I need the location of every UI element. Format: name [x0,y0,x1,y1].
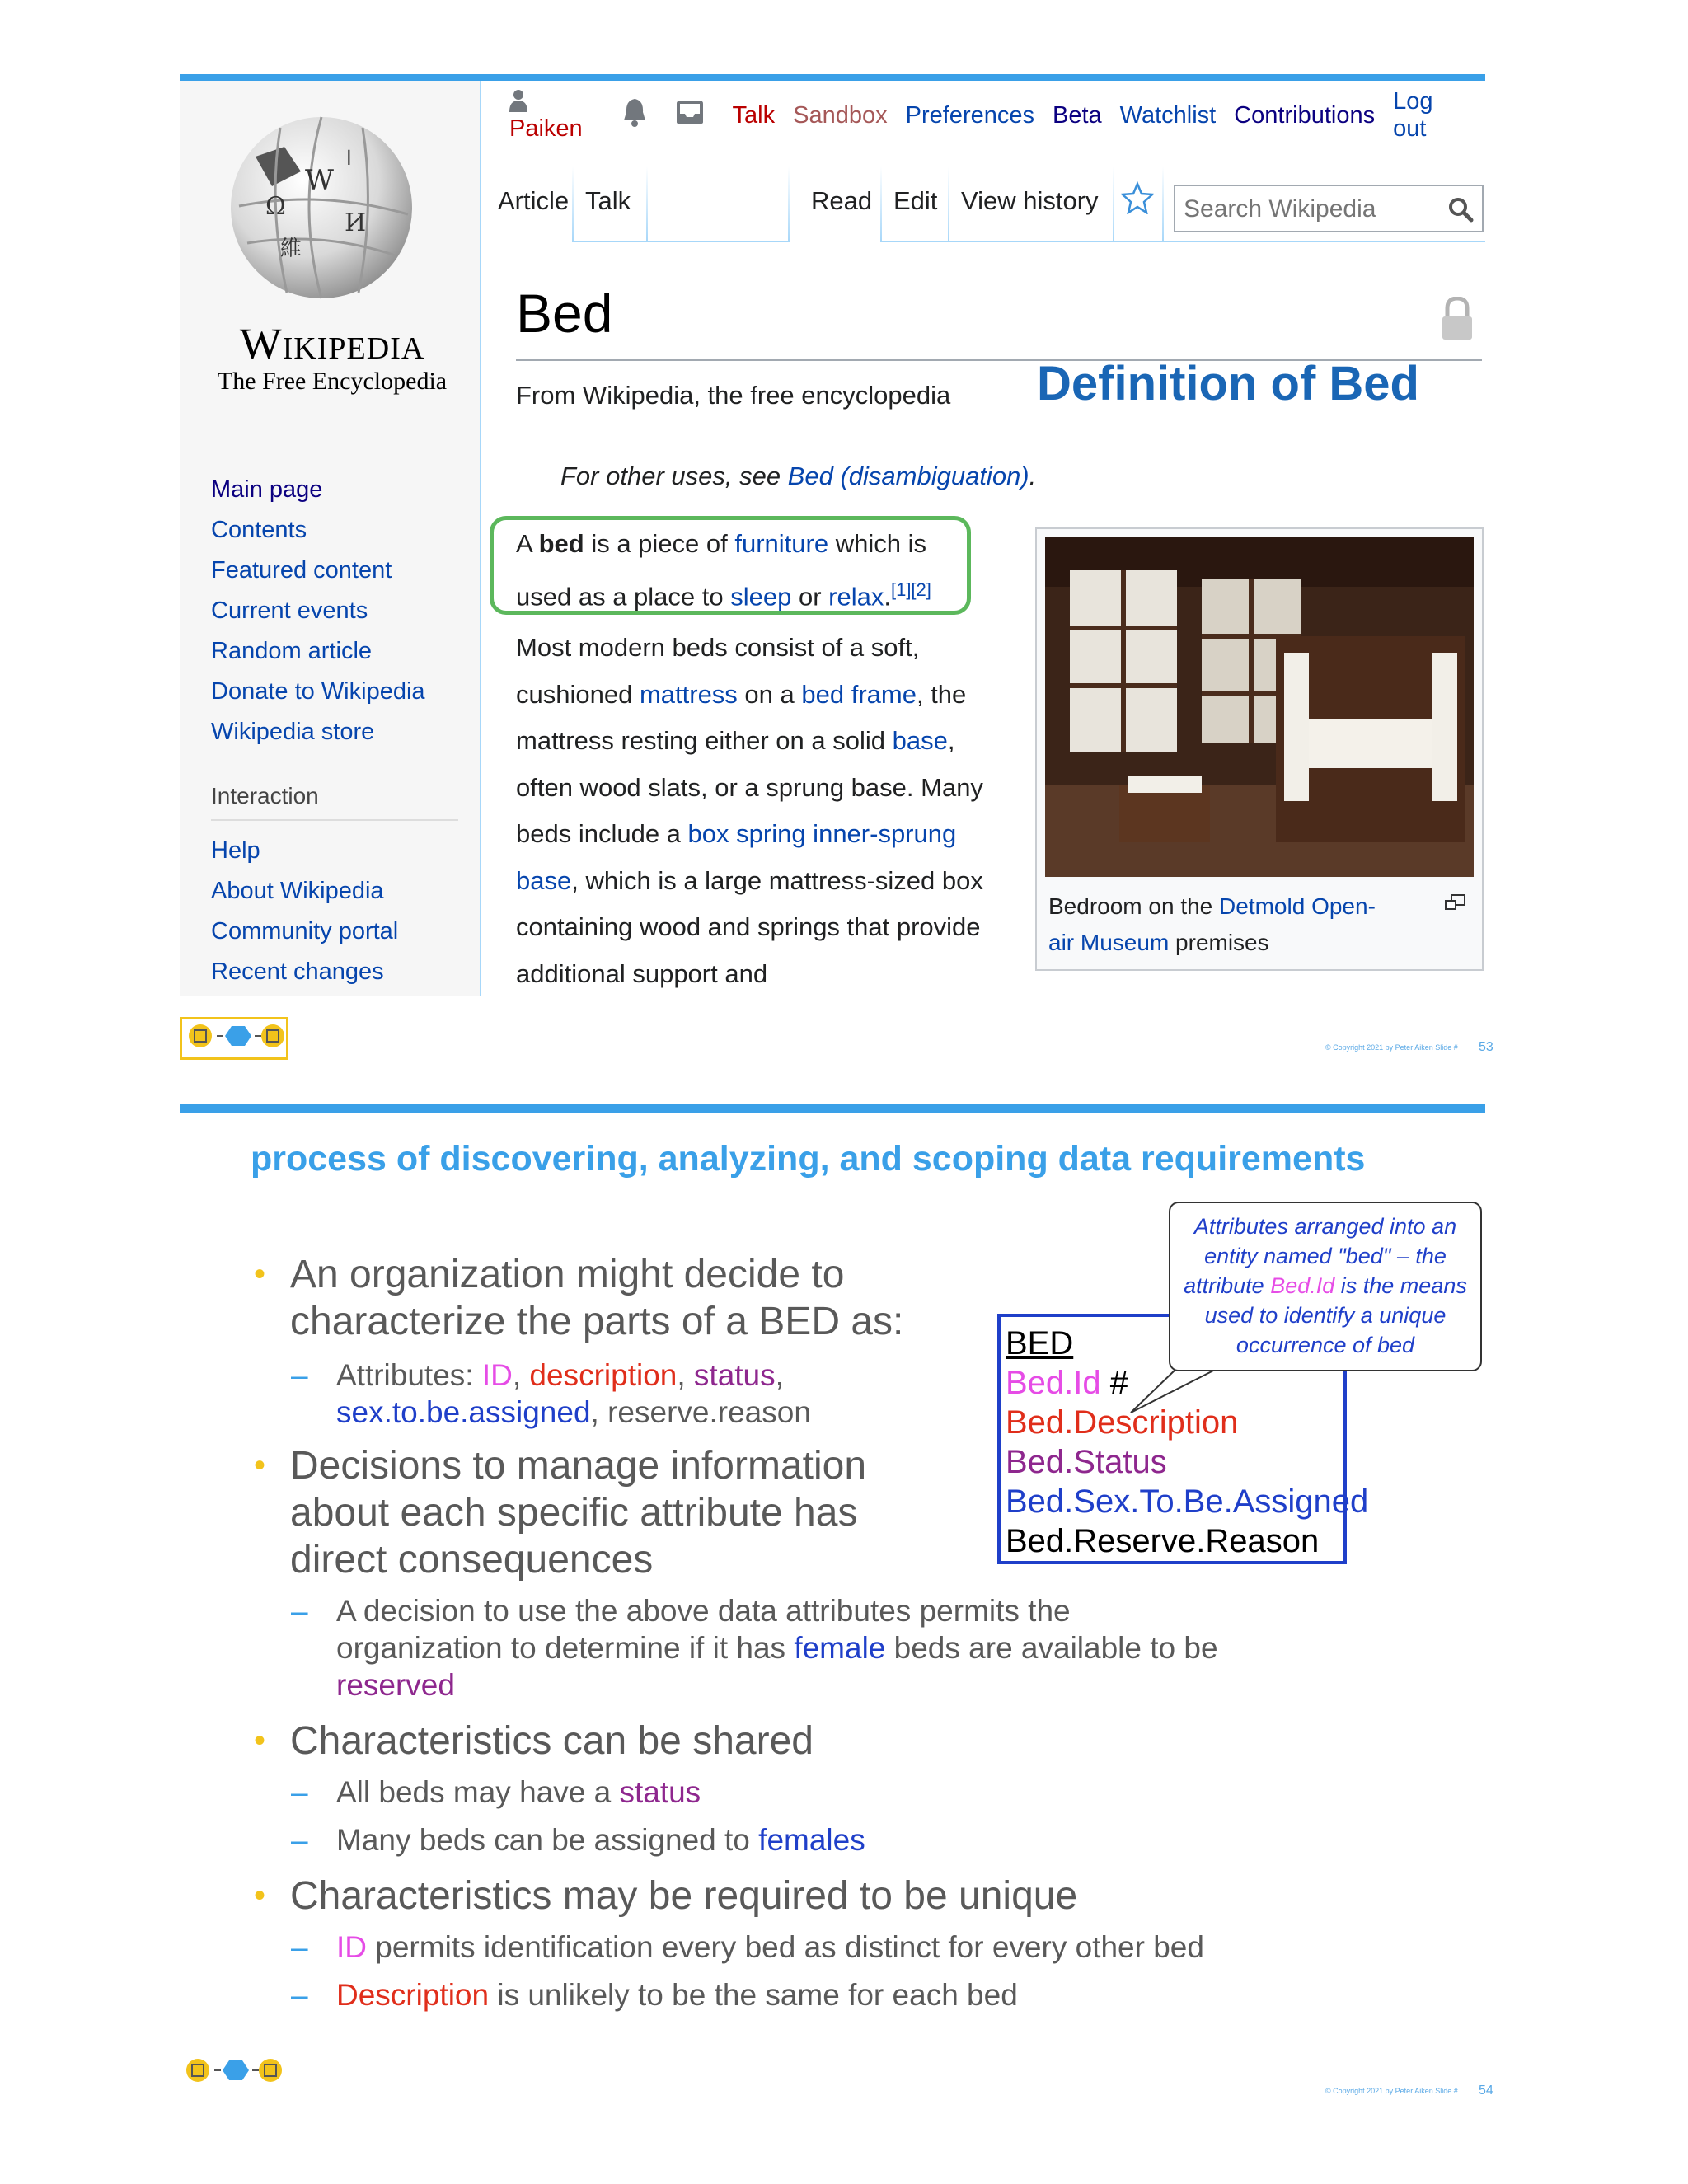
sidebar-item-featured-content[interactable]: Featured content [211,557,392,583]
notifications-bell-icon[interactable] [622,97,647,134]
slide-top-bar [180,1104,1485,1113]
lock-icon [1441,297,1474,345]
bullet-2 [254,1442,917,1583]
sidebar-heading-interaction: Interaction [211,783,319,808]
contributions-link[interactable]: Contributions [1234,101,1376,129]
sidebar-item-help[interactable]: Help [211,837,260,864]
tab-view-history[interactable]: View history [961,186,1099,215]
slide-number: 54 [1479,2083,1493,2097]
status-term: status [619,1775,701,1809]
sidebar-item-contents[interactable]: Contents [211,517,307,543]
text: Many beds can be assigned to [336,1823,759,1857]
tab-separator [948,166,950,242]
user-icon [509,89,528,112]
text: beds are available to be [885,1631,1218,1665]
dash: – [291,1978,308,2012]
relax-link[interactable]: relax [828,582,884,612]
description-term: Description [336,1978,490,2012]
tab-separator [1113,166,1114,242]
entity-attr-reason: Bed.Reserve.Reason [1006,1523,1320,1559]
wikipedia-wordmark: Wikipedia [239,319,425,368]
overlay-title: Definition of Bed [1037,357,1419,410]
footer-logo [180,2054,288,2092]
text: All beds may have a [336,1775,620,1809]
text: , reserve.reason [590,1395,811,1429]
copyright-text: © Copyright 2021 by Peter Aiken Slide # [1325,1043,1458,1052]
bullet-1 [254,1251,941,1345]
callout-text: is the means used to identify a unique occurrence of bed [1204,1273,1467,1357]
bullet-3 [254,1718,1279,1765]
article-thumbnail [1035,527,1484,971]
data-thing-logo-icon [182,1019,286,1057]
personal-tools-bar [509,88,1485,142]
sleep-link[interactable]: sleep [730,582,792,612]
hatnote [560,462,1036,491]
lead-sentence [516,521,978,620]
svg-text:Ω: Ω [265,192,286,221]
text: , [677,1358,694,1392]
preferences-link[interactable]: Preferences [905,101,1034,129]
females-term: females [758,1823,865,1857]
key-marker: # [1100,1365,1129,1401]
logout-link[interactable]: Log out [1393,88,1433,142]
reference-links[interactable]: [1][2] [890,579,931,600]
text: Most modern beds consist of a soft, cushioned [516,633,920,709]
user-link[interactable] [509,88,598,143]
entity-attr-sex: Bed.Sex.To.Be.Assigned [1006,1483,1369,1520]
mattress-link[interactable]: mattress [639,679,738,709]
dash: – [291,1594,308,1628]
dash: – [291,1823,308,1857]
enlarge-icon[interactable] [1444,893,1467,916]
tab-article[interactable]: Article [498,186,570,215]
sub-bullet-description [291,1976,1408,2013]
furniture-link[interactable]: furniture [734,529,829,558]
detmold-museum-link[interactable]: Detmold Open-air Museum [1048,893,1376,955]
dash: – [291,1775,308,1809]
text: Attributes: [336,1358,482,1392]
sub-bullet-attributes [291,1357,897,1431]
slide-wikipedia-bed [180,74,1493,1071]
watch-star-icon[interactable] [1121,181,1154,221]
svg-text:ا: ا [346,147,352,170]
search-box [1174,185,1484,232]
site-subtitle: From Wikipedia, the free encyclopedia [516,381,951,410]
bullet-text: Characteristics may be required to be unique [290,1874,1078,1918]
bullet-text: Characteristics can be shared [290,1719,814,1763]
slide-title: process of discovering, analyzing, and scoping data requirements [251,1139,1366,1179]
bold-term: bed [538,529,584,558]
reserved-term: reserved [336,1668,455,1702]
text: A decision to use the above data attributes permits the organization to determine if it has [336,1594,1071,1665]
wikipedia-tagline: The Free Encyclopedia [217,368,448,395]
text: on a [737,679,802,709]
sidebar-item-store[interactable]: Wikipedia store [211,719,375,745]
svg-text:И: И [345,209,367,237]
thumbnail-caption [1048,888,1395,961]
sidebar-item-random-article[interactable]: Random article [211,638,373,664]
entity-attr-id [1006,1363,1128,1403]
box-spring-link[interactable]: box spring inner-sprung base [516,819,957,895]
sub-bullet-id [291,1929,1408,1966]
tab-read[interactable]: Read [811,186,873,215]
hatnote-text: For other uses, see [560,462,788,490]
tab-talk[interactable]: Talk [585,186,631,215]
tab-edit[interactable]: Edit [893,186,938,215]
text: is unlikely to be the same for each bed [489,1978,1018,2012]
wikipedia-globe-logo[interactable] [223,107,420,305]
bullet-dot: • [254,1722,266,1759]
globe-icon [223,107,420,305]
slide-number: 53 [1479,1040,1493,1054]
attr-description: description [529,1358,678,1392]
copyright-text: © Copyright 2021 by Peter Aiken Slide # [1325,2087,1458,2095]
article-paragraph [516,625,1010,997]
sidebar-interaction-nav [211,831,398,992]
tab-separator [572,166,574,242]
sidebar-item-community-portal[interactable]: Community portal [211,918,399,944]
footer-logo [180,1017,288,1060]
sub-bullet-females [291,1821,1325,1858]
dash: – [291,1930,308,1964]
text: , which is a large mattress-sized box containing wood and springs that provide additional support and [516,865,983,988]
svg-text:維: 維 [280,237,302,261]
sandbox-link[interactable]: Sandbox [793,101,888,129]
callout-attr: Bed.Id [1270,1273,1335,1298]
dash: – [291,1358,308,1392]
disambiguation-link[interactable]: Bed (disambiguation) [787,462,1029,490]
callout-text: Attributes arranged into an entity named "bed" – the attribute [1184,1214,1457,1298]
page-title: Bed [516,283,613,344]
text: , often wood slats, or a sprung base. Many beds include a [516,726,983,848]
sidebar-divider [211,819,458,821]
text: Bedroom on the [1048,893,1220,919]
slide-top-bar [180,74,1485,81]
search-input[interactable] [1182,193,1432,226]
attr-id: ID [481,1358,513,1392]
text: premises [1169,930,1269,955]
text: which is used as a place to [516,529,926,612]
attr-text: Bed.Id [1006,1365,1101,1401]
bullet-text: Decisions to manage information about each specific attribute has direct consequences [290,1444,867,1582]
tab-separator [1162,166,1164,242]
text: is a piece of [584,529,735,558]
sub-bullet-decision [291,1592,1243,1704]
sidebar-main-nav [211,470,425,752]
user-talk-link[interactable]: Talk [732,101,776,129]
text: , [512,1358,530,1392]
hatnote-period: . [1029,462,1037,490]
attr-status: status [693,1358,776,1392]
attr-sex: sex.to.be.assigned [336,1395,591,1429]
tab-underline [572,241,788,242]
sidebar-item-recent-changes[interactable]: Recent changes [211,958,384,985]
id-term: ID [336,1930,367,1964]
bullet-text: An organization might decide to characterize the parts of a BED as: [290,1253,904,1343]
sidebar-item-current-events[interactable]: Current events [211,598,368,624]
text: or [791,582,829,612]
notices-inbox-icon[interactable] [675,99,705,132]
tab-separator [880,166,882,242]
text: , [775,1358,784,1392]
user-name: Paiken [509,115,583,142]
bullet-dot: • [254,1256,266,1292]
base-link[interactable]: base [892,726,948,755]
entity-name: BED [1006,1325,1074,1361]
callout-box [1169,1202,1482,1371]
bed-frame-link[interactable]: bed frame [801,679,917,709]
sidebar-item-donate[interactable]: Donate to Wikipedia [211,678,425,705]
watchlist-link[interactable]: Watchlist [1119,101,1217,129]
bullet-dot: • [254,1447,266,1483]
tab-underline [880,241,1485,242]
female-term: female [794,1631,886,1665]
entity-attr-status: Bed.Status [1006,1444,1167,1480]
sub-bullet-status [291,1774,1325,1811]
sidebar-item-main-page[interactable]: Main page [211,476,323,503]
bullet-4 [254,1872,1362,1919]
data-thing-logo-icon [180,2054,284,2092]
text: . [884,582,891,612]
tab-separator [646,166,648,242]
svg-text:W: W [305,164,334,197]
sidebar-item-about[interactable]: About Wikipedia [211,878,384,904]
bedroom-photo[interactable] [1045,537,1474,877]
entity-attr-description: Bed.Description [1006,1404,1239,1441]
text: A [516,529,539,558]
text: permits identification every bed as distinct for every other bed [367,1930,1204,1964]
slide-data-requirements [180,1104,1493,2118]
text: , the mattress resting either on a solid [516,679,967,755]
beta-link[interactable]: Beta [1052,101,1102,129]
tab-separator [788,166,790,242]
bullet-dot: • [254,1877,266,1914]
search-icon[interactable] [1447,196,1474,227]
